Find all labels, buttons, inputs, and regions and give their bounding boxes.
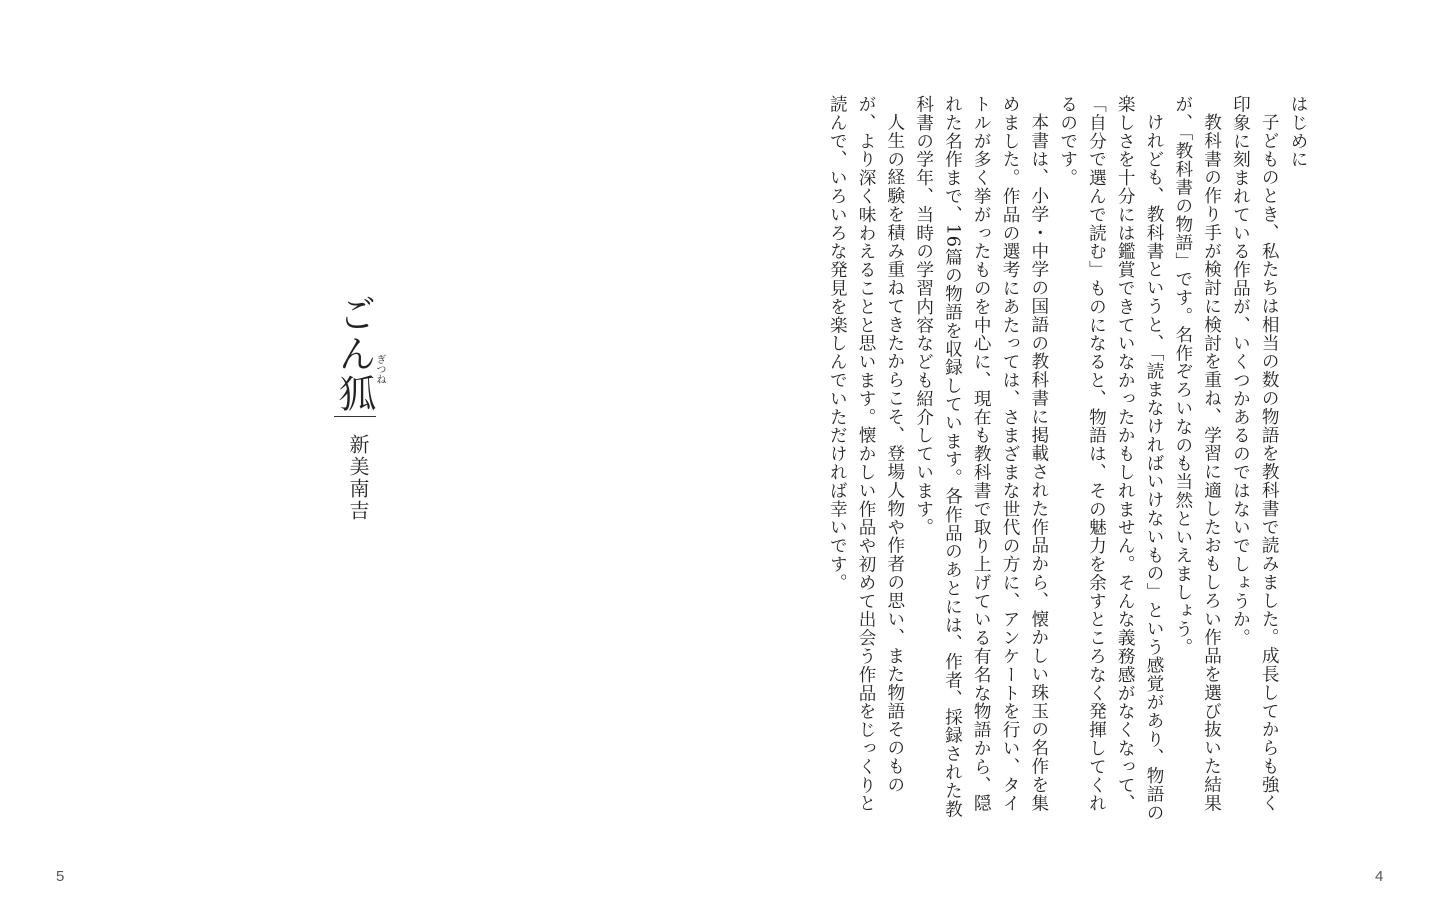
title-ruby: ぎつね <box>374 354 385 384</box>
section-heading: はじめに <box>1288 95 1308 169</box>
paragraph: 人生の経験を積み重ねてきたからこそ、登場人物や作者の思い、また物語そのものが、より深く味わえることと思います。懐かしい作品や初めて出会う作品をじっくりと読んで、いろいろな発見を楽しんでいただければ幸いです。 <box>827 95 905 813</box>
page-number-right: 4 <box>1375 868 1384 885</box>
paragraph: 本書は、小学・中学の国語の教科書に掲載された作品から、懐かしい珠玉の名作を集めました。作品の選考にあたっては、さまざまな世代の方に、アンケートを行い、タイトルが多く挙がったものを中心に、現在も教科書で取り上げている有名な物語から、隠れた名作まで、16篇の物語を収録しています。各作品のあとには、作者、採録された教科書の学年、当時の学習内容なども紹介しています。 <box>913 95 1049 819</box>
paragraph: 子どものとき、私たちは相当の数の物語を教科書で読みました。成長してからも強く印象に刻まれている作品が、いくつかあるのではないでしょうか。 <box>1230 95 1280 812</box>
title-divider <box>334 416 376 417</box>
page-number-left: 5 <box>56 868 65 885</box>
introduction-text <box>822 95 1312 825</box>
paragraph: けれども、教科書というと、「読まなければいけないもの」という感覚があり、物語の楽しさを十分には鑑賞できていなかったかもしれません。そんな義務感がなくなって、「自分で選んで読む」ものになると、物語は、その魅力を余すところなく発揮してくれるのです。 <box>1057 95 1165 822</box>
story-title-block <box>326 294 390 544</box>
author-name: 新美南吉 <box>346 434 370 522</box>
story-title: ごん狐 <box>332 294 376 414</box>
paragraph: 教科書の作り手が検討に検討を重ね、学習に適したおもしろい作品を選び抜いた結果が、「教科書の物語」です。名作ぞろいなのも当然といえましょう。 <box>1172 95 1222 812</box>
